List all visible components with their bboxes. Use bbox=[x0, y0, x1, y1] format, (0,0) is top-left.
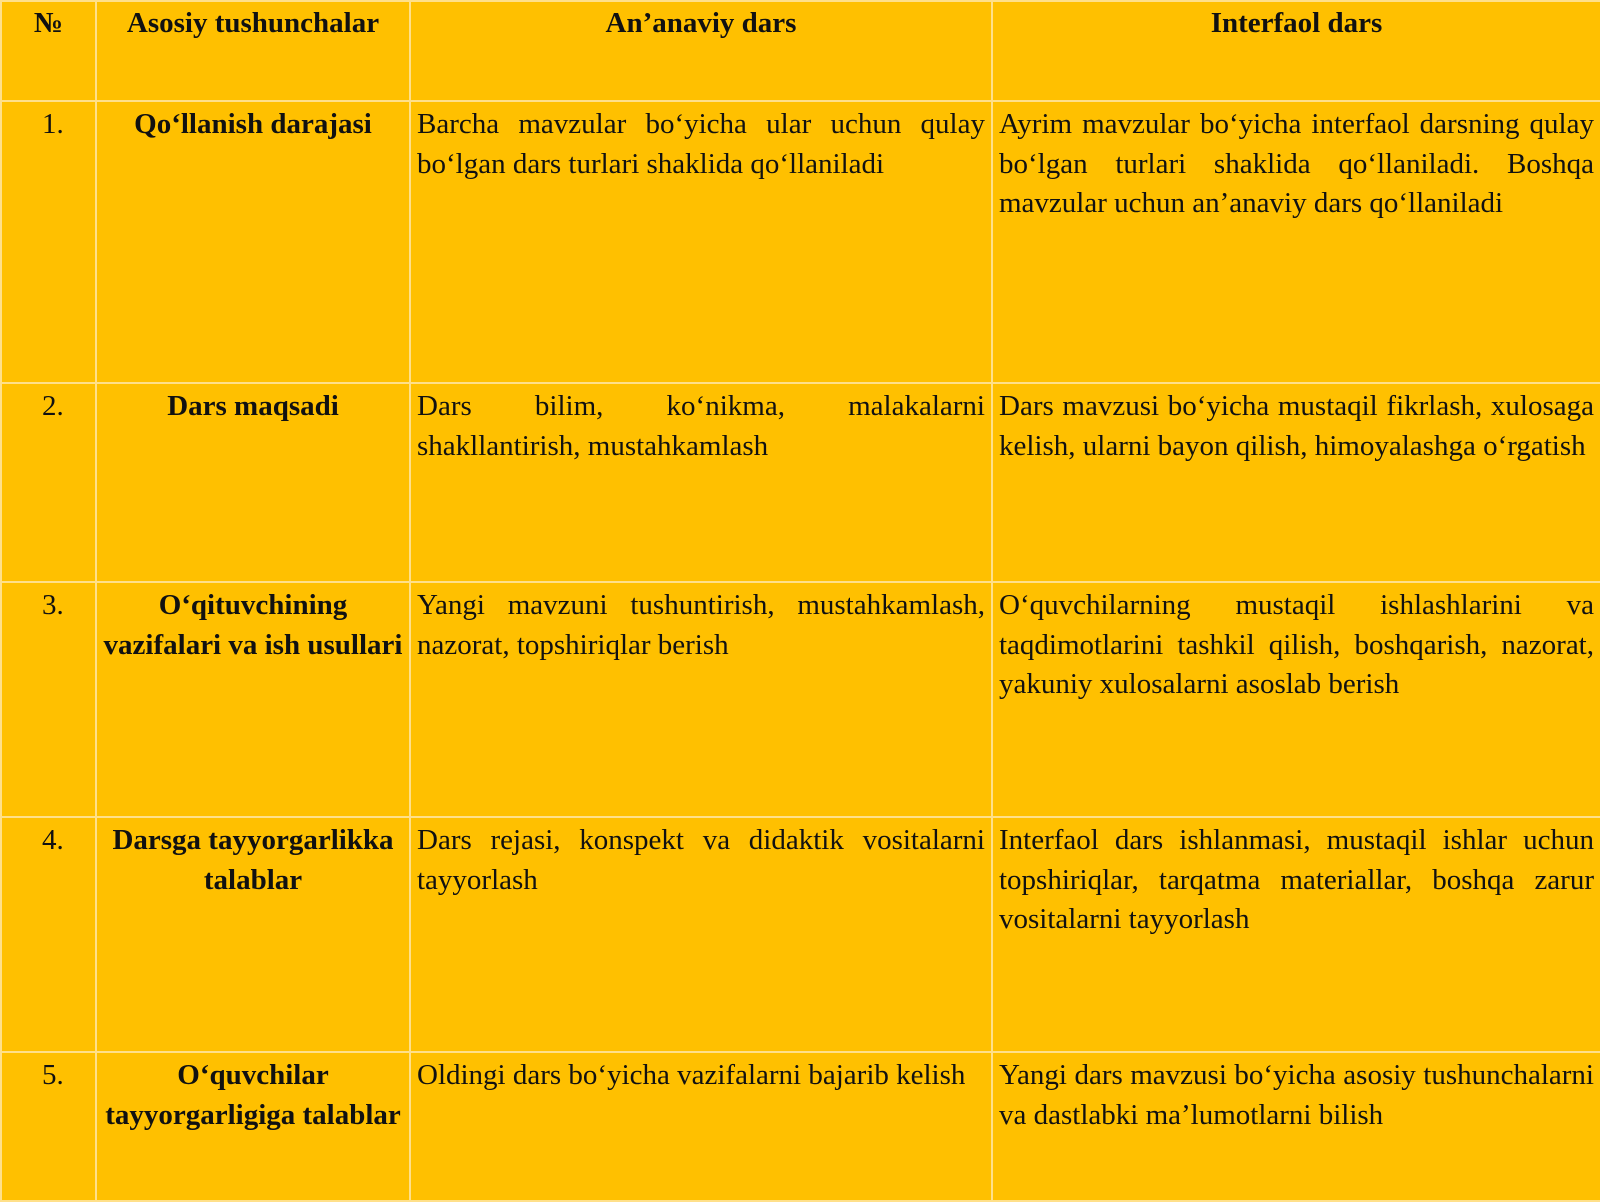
row-concept: O‘quvchilar tayyorgarligiga talablar bbox=[96, 1052, 410, 1201]
row-interactive-cell: O‘quvchilarning mustaqil ishlashlarini va taqdimotlarini tashkil qilish, boshqarish, nazorat, yakuniy xulosalarni asoslab berish bbox=[992, 582, 1600, 817]
row-interactive-cell: Interfaol dars ishlanmasi, mustaqil ishlar uchun topshiriqlar, tarqatma materiallar, boshqa zarur vositalarni tayyorlash bbox=[992, 817, 1600, 1052]
row-concept: Darsga tayyorgarlikka talablar bbox=[96, 817, 410, 1052]
header-traditional-lesson: An’anaviy dars bbox=[410, 1, 992, 101]
header-row bbox=[1, 1, 1600, 101]
row-number: 3. bbox=[1, 582, 96, 817]
table-header bbox=[1, 1, 1600, 101]
table-row bbox=[1, 383, 1600, 582]
row-traditional-cell: Dars rejasi, konspekt va didaktik vositalarni tayyorlash bbox=[410, 817, 992, 1052]
header-concepts: Asosiy tushunchalar bbox=[96, 1, 410, 101]
row-number: 1. bbox=[1, 101, 96, 383]
row-interactive-cell: Yangi dars mavzusi bo‘yicha asosiy tushunchalarni va dastlabki ma’lumotlarni bilish bbox=[992, 1052, 1600, 1201]
row-interactive-cell: Ayrim mavzular bo‘yicha interfaol darsning qulay bo‘lgan turlari shaklida qo‘llaniladi. Boshqa mavzular uchun an’anaviy dars qo‘llaniladi bbox=[992, 101, 1600, 383]
row-traditional-cell: Barcha mavzular bo‘yicha ular uchun qulay bo‘lgan dars turlari shaklida qo‘llaniladi bbox=[410, 101, 992, 383]
row-traditional-cell: Yangi mavzuni tushuntirish, mustahkamlash, nazorat, topshiriqlar berish bbox=[410, 582, 992, 817]
row-concept: Qo‘llanish darajasi bbox=[96, 101, 410, 383]
table-row bbox=[1, 1052, 1600, 1201]
header-interactive-lesson: Interfaol dars bbox=[992, 1, 1600, 101]
row-number: 5. bbox=[1, 1052, 96, 1201]
row-traditional-cell: Dars bilim, ko‘nikma, malakalarni shakllantirish, mustahkamlash bbox=[410, 383, 992, 582]
table-row bbox=[1, 101, 1600, 383]
row-concept: Dars maqsadi bbox=[96, 383, 410, 582]
table-row bbox=[1, 817, 1600, 1052]
table-row bbox=[1, 582, 1600, 817]
row-concept: O‘qituvchining vazifalari va ish usullari bbox=[96, 582, 410, 817]
header-number: № bbox=[1, 1, 96, 101]
table-body bbox=[1, 101, 1600, 1201]
row-interactive-cell: Dars mavzusi bo‘yicha mustaqil fikrlash, xulosaga kelish, ularni bayon qilish, himoyalashga o‘rgatish bbox=[992, 383, 1600, 582]
row-traditional-cell: Oldingi dars bo‘yicha vazifalarni bajarib kelish bbox=[410, 1052, 992, 1201]
row-number: 4. bbox=[1, 817, 96, 1052]
row-number: 2. bbox=[1, 383, 96, 582]
